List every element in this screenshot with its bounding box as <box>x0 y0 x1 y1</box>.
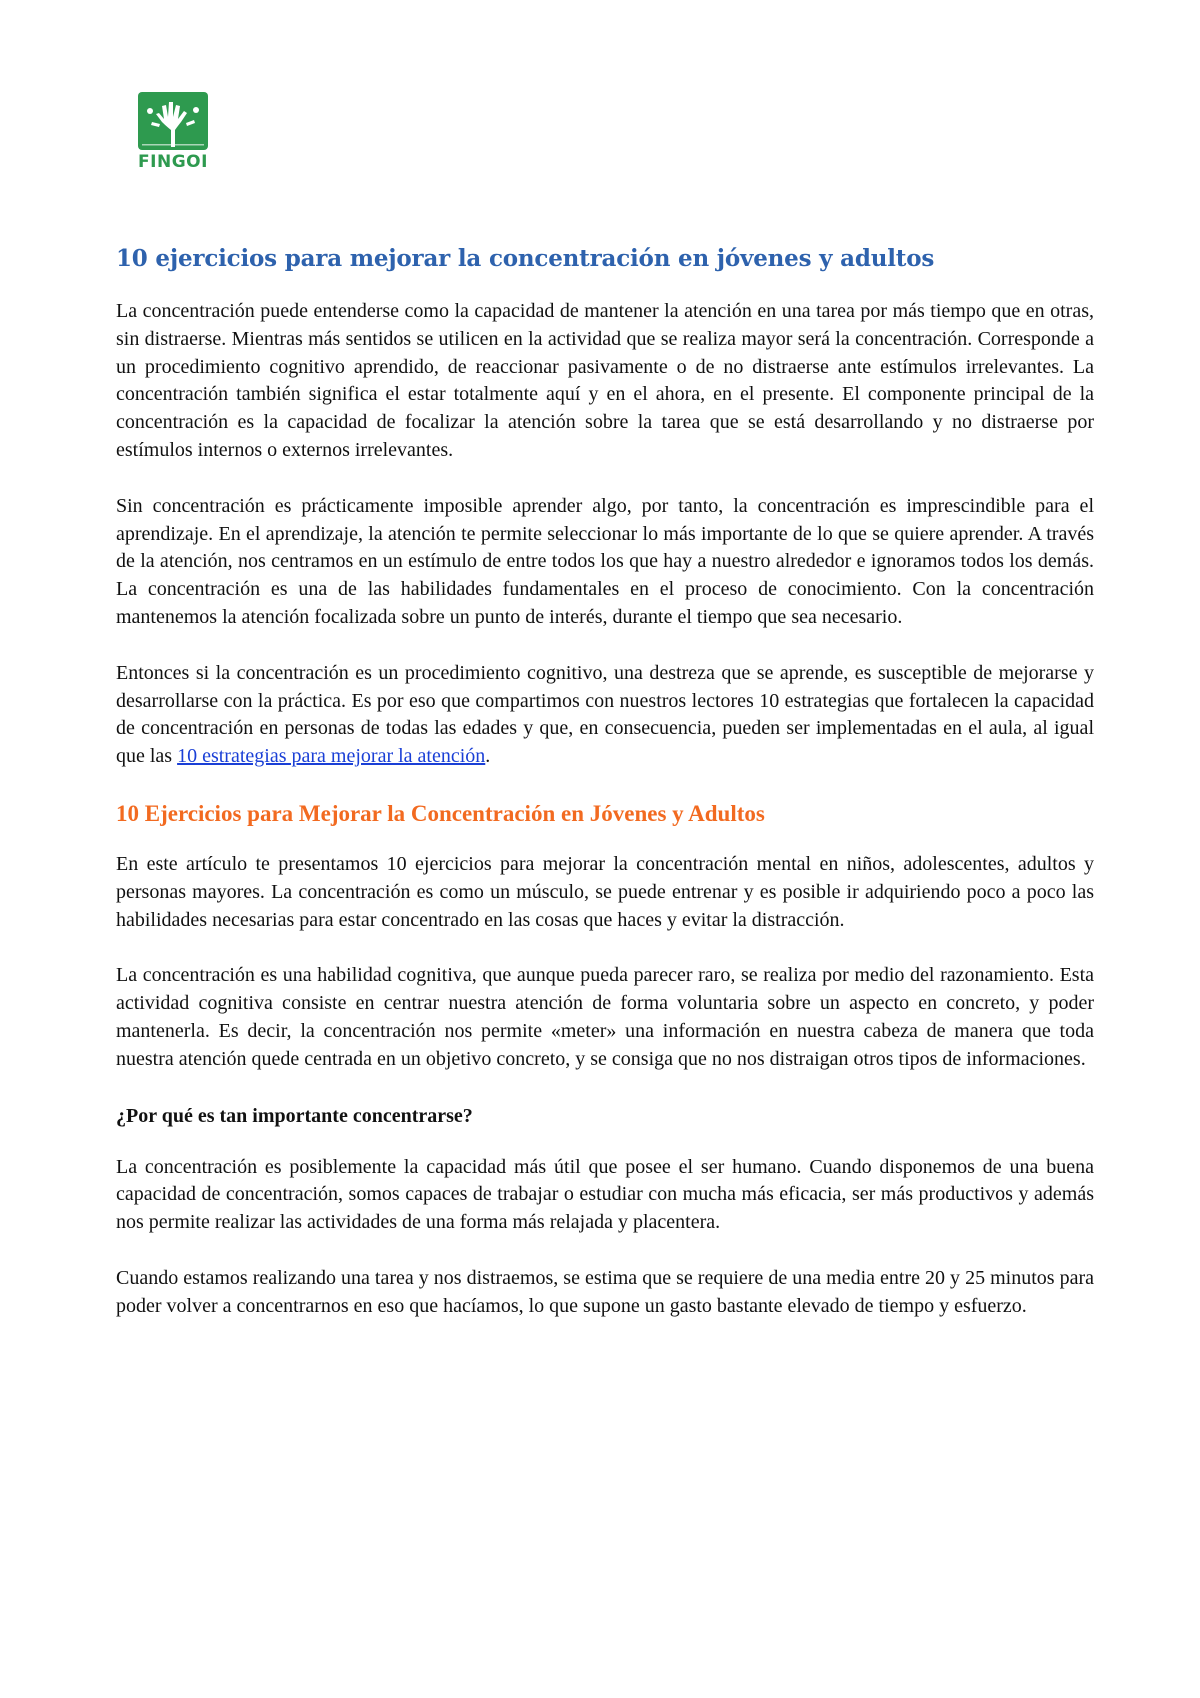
fingoi-logo <box>138 92 208 174</box>
intro-paragraph-3-end: . <box>485 745 491 768</box>
section-title: 10 Ejercicios para Mejorar la Concentración en Jóvenes y Adultos <box>116 800 765 826</box>
intro-paragraph-2: Sin concentración es prácticamente imposible aprender algo, por tanto, la concentración es imprescindible para el aprendizaje. En el aprendizaje, la atención te permite seleccionar lo más importante de lo que se quiere aprender. A través de la atención, nos centramos en un estímulo de entre todos los que hay a nuestro alrededor e ignoramos todos los demás. La concentración es una de las habilidades fundamentales en el proceso de conocimiento. Con la concentración mantenemos la atención focalizada sobre un punto de interés, durante el tiempo que sea necesario. <box>116 494 1094 628</box>
intro-paragraph-1: La concentración puede entenderse como la capacidad de mantener la atención en una tarea por más tiempo que en otras, sin distraerse. Mientras más sentidos se utilicen en la actividad que se realiza mayor será la concentración. Corresponde a un procedimiento cognitivo aprendido, de reaccionar pasivamente o de no distraerse ante estímulos irrelevantes. La concentración también significa el estar totalmente aquí y en el ahora, en el presente. El componente principal de la concentración es la capacidad de focalizar la atención sobre la tarea que se está desarrollando y no distraerse por estímulos internos o externos irrelevantes. <box>116 300 1094 461</box>
intro-paragraph-3-text: Entonces si la concentración es un procedimiento cognitivo, una destreza que se aprende, es susceptible de mejorarse y desarrollarse con la práctica. Es por eso que compartimos con nuestros lectores 10 estrategias que fortalecen la capacidad de concentración en personas de todas las edades y que, en consecuencia, pueden ser implementadas en el aula, al igual que las <box>116 661 1094 768</box>
tree-logo-icon <box>138 92 208 150</box>
page-title: 10 ejercicios para mejorar la concentración en jóvenes y adultos <box>116 245 935 272</box>
subheading-importance: ¿Por qué es tan importante concentrarse? <box>116 1104 473 1127</box>
document-content <box>116 244 1094 1349</box>
strategies-attention-link[interactable]: 10 estrategias para mejorar la atención <box>177 745 486 768</box>
section-paragraph-1: En este artículo te presentamos 10 ejercicios para mejorar la concentración mental en niños, adolescentes, adultos y personas mayores. La concentración es como un músculo, se puede entrenar y es posible ir adquiriendo poco a poco las habilidades necesarias para estar concentrado en las cosas que haces y evitar la distracción. <box>116 852 1094 931</box>
section-paragraph-3: La concentración es posiblemente la capacidad más útil que posee el ser humano. Cuando disponemos de una buena capacidad de concentración, somos capaces de trabajar o estudiar con mucha más eficacia, ser más productivos y además nos permite realizar las actividades de una forma más relajada y placentera. <box>116 1155 1094 1234</box>
section-paragraph-4: Cuando estamos realizando una tarea y nos distraemos, se estima que se requiere de una media entre 20 y 25 minutos para poder volver a concentrarnos en eso que hacíamos, lo que supone un gasto bastante elevado de tiempo y esfuerzo. <box>116 1266 1094 1317</box>
section-paragraph-2: La concentración es una habilidad cognitiva, que aunque pueda parecer raro, se realiza por medio del razonamiento. Esta actividad cognitiva consiste en centrar nuestra atención de forma voluntaria sobre un aspecto en concreto, y poder mantenerla. Es decir, la concentración nos permite «meter» una información en nuestra cabeza de manera que toda nuestra atención quede centrada en un objetivo concreto, y se consiga que no nos distraigan otros tipos de informaciones. <box>116 964 1094 1070</box>
logo-text: FINGOI <box>138 152 208 172</box>
intro-paragraph-3 <box>116 660 1094 771</box>
